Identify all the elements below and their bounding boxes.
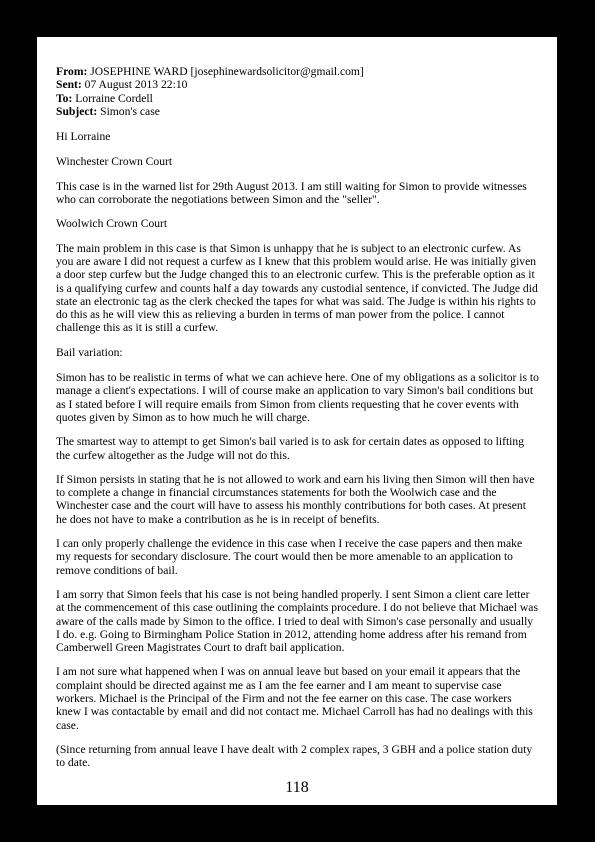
subject-value: Simon's case bbox=[100, 104, 160, 118]
paragraph: If Simon persists in stating that he is not allowed to work and earn his living then Simon will then have to complete a change in financial circumstances statements for both the Woolwich case and the Winchester case and the court will have to assess his monthly contributions for both cases. At present he does not have to make a contribution as he is in receipt of benefits. bbox=[56, 472, 535, 526]
greeting: Hi Lorraine bbox=[56, 130, 111, 144]
section-heading-winchester: Winchester Crown Court bbox=[56, 155, 173, 169]
paragraph: The main problem in this case is that Simon is unhappy that he is subject to an electronic curfew. As you are aware I did not request a curfew as I knew that this problem would arise. He was initially given a door step curfew but the Judge changed this to an electronic curfew. This is the preferable option as it is a qualifying curfew and counts half a day towards any custodial sentence, if convicted. The Judge did state an electronic tag as the clerk checked the tapes for what was said. The Judge is within his rights to do this as he will view this as relieving a burden in terms of man power from the police. I cannot challenge this as it is still a curfew. bbox=[56, 241, 538, 335]
to-line: To: Lorraine Cordell bbox=[56, 91, 153, 105]
paragraph: I can only properly challenge the evidence in this case when I receive the case papers and then make my requests for secondary disclosure. The court would then be more amenable to an application to remove conditions of bail. bbox=[56, 537, 523, 577]
section-heading-woolwich: Woolwich Crown Court bbox=[56, 217, 168, 231]
paragraph: This case is in the warned list for 29th August 2013. I am still waiting for Simon to provide witnesses who can corroborate the negotiations between Simon and the "seller". bbox=[56, 179, 527, 207]
subject-line: Subject: Simon's case bbox=[56, 104, 160, 118]
sent-line: Sent: 07 August 2013 22:10 bbox=[56, 78, 188, 92]
document-page bbox=[37, 37, 557, 805]
paragraph: I am sorry that Simon feels that his case is not being handled properly. I sent Simon a client care letter at the commencement of this case outlining the complaints procedure. I do not believe that Michael was aware of the calls made by Simon to the office. I tried to deal with Simon's case personally and usually I do. e.g. Going to Birmingham Police Station in 2012, attending home address after his remand from Camberwell Green Magistrates Court to draft bail application. bbox=[56, 587, 538, 655]
from-value: JOSEPHINE WARD [josephinewardsolicitor@gmail.com] bbox=[90, 65, 364, 78]
page-number: 118 bbox=[285, 779, 309, 796]
paragraph: (Since returning from annual leave I have dealt with 2 complex rapes, 3 GBH and a police station duty to date. bbox=[56, 742, 533, 770]
to-value: Lorraine Cordell bbox=[75, 91, 153, 105]
paragraph: The smartest way to attempt to get Simon's bail varied is to ask for certain dates as opposed to lifting the curfew altogether as the Judge will not do this. bbox=[56, 435, 524, 462]
sent-value: 07 August 2013 22:10 bbox=[84, 78, 188, 92]
section-heading-bail: Bail variation: bbox=[56, 345, 123, 359]
email-header bbox=[56, 65, 539, 118]
paragraph: Simon has to be realistic in terms of what we can achieve here. One of my obligations as a solicitor is to manage a client's expectations. I will of course make an application to vary Simon's bail conditions but as I stated before I will require emails from Simon from clients requesting that he cover events with quotes given by Simon as to how much he will charge. bbox=[56, 371, 539, 424]
paragraph: I am not sure what happened when I was on annual leave but based on your email it appears that the complaint should be directed against me as I am the fee earner and I am meant to supervise case workers. Michael is the Principal of the Firm and not the fee earner on this case. The case workers knew I was contactable by email and did not contact me. Michael Carroll has had no dealings with this case. bbox=[56, 665, 533, 732]
from-line: From: JOSEPHINE WARD [josephinewardsolicitor@gmail.com] bbox=[56, 65, 364, 78]
